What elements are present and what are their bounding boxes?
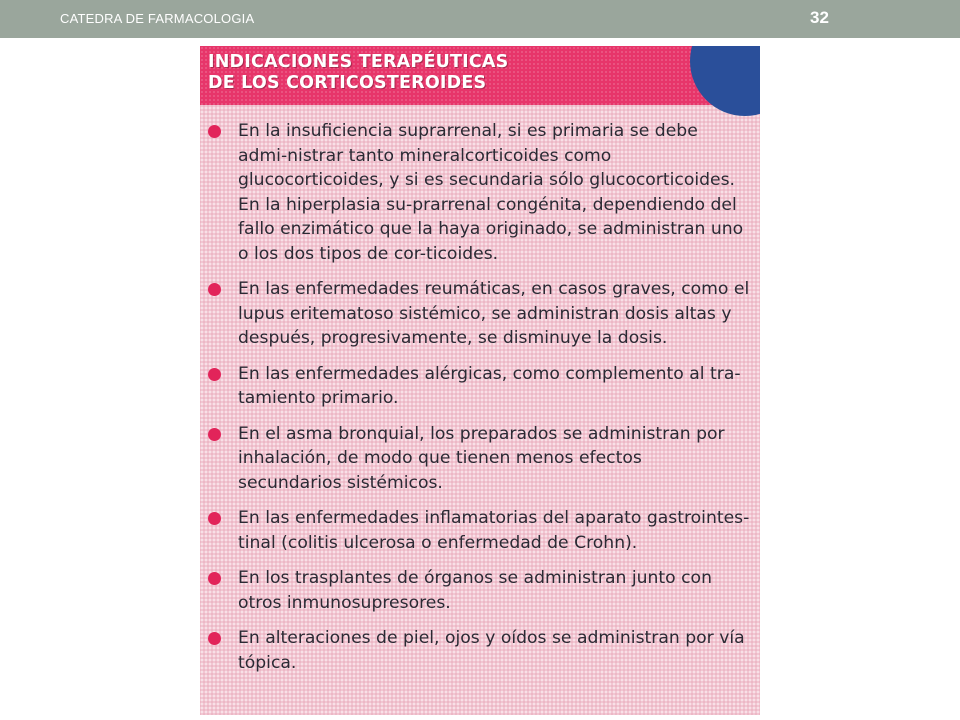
scanned-textbook-panel [200,46,760,715]
panel-title-band [200,46,760,105]
course-title: CATEDRA DE FARMACOLOGIA [60,11,255,26]
list-item-text: En los trasplantes de órganos se administran junto con otros inmunosupresores. [238,568,712,613]
list-item-text: En el asma bronquial, los preparados se administran por inhalación, de modo que tienen menos efectos secundarios sistémicos. [238,423,725,493]
bullet-dot-icon [208,512,221,525]
indications-list [200,105,760,675]
bullet-dot-icon [208,283,221,296]
panel-title-line-2: DE LOS CORTICOSTEROIDES [208,73,487,93]
list-item-text: En las enfermedades alérgicas, como complemento al tra-tamiento primario. [238,363,741,408]
list-item-text: En la insuficiencia suprarrenal, si es primaria se debe admi-nistrar tanto mineralcorticoides como glucocorticoides, y si es secundaria sólo glucocorticoides. En la hiperplasia su-prarrenal congénita, dependiendo del fallo enzimático que la haya originado, se administran uno o los dos tipos de cor-ticoides. [238,121,744,264]
bullet-dot-icon [208,125,221,138]
panel-title [208,52,508,94]
list-item [200,362,760,411]
list-item [200,566,760,615]
bullet-dot-icon [208,632,221,645]
bullet-dot-icon [208,368,221,381]
list-item-text: En las enfermedades reumáticas, en casos graves, como el lupus eritematoso sistémico, se administran dosis altas y después, progresivamente, se disminuye la dosis. [238,279,750,348]
list-item-text: En alteraciones de piel, ojos y oídos se administran por vía tópica. [238,628,745,673]
list-item [200,277,760,351]
slide-header-bar [0,0,960,38]
bullet-dot-icon [208,572,221,585]
list-item [200,506,760,555]
panel-title-line-1: INDICACIONES TERAPÉUTICAS [208,52,509,72]
list-item [200,422,760,496]
list-item [200,119,760,266]
list-item [200,626,760,675]
list-item-text: En las enfermedades inflamatorias del aparato gastrointes-tinal (colitis ulcerosa o enfermedad de Crohn). [238,508,750,553]
bullet-dot-icon [208,428,221,441]
page-number: 32 [810,8,829,27]
